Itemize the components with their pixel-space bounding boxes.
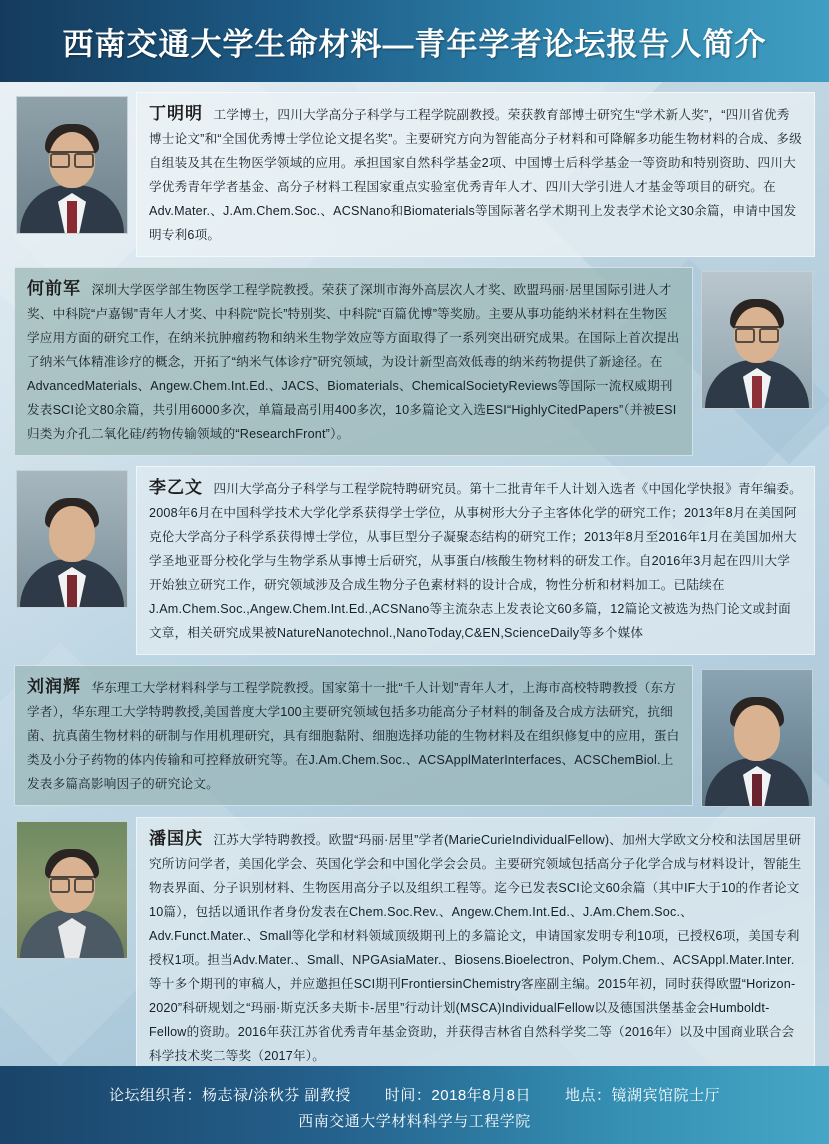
- speaker-entry: [14, 267, 815, 456]
- speaker-list: [0, 82, 829, 1078]
- place-label: 地点：: [564, 1086, 612, 1104]
- poster-footer: [0, 1066, 829, 1144]
- speaker-bio-card: [136, 92, 815, 257]
- speaker-bio-card: [14, 665, 693, 806]
- footer-details: [109, 1084, 720, 1105]
- poster-header: [0, 0, 829, 82]
- place-info: [565, 1084, 720, 1105]
- speaker-bio-card: [14, 267, 693, 456]
- page-title: 西南交通大学生命材料—青年学者论坛报告人简介: [62, 26, 767, 62]
- speaker-bio: 江苏大学特聘教授。欧盟“玛丽·居里”学者(MarieCurieIndividualFellow)、加州大学欧文分校和法国居里研究所访问学者，美国化学会、英国化学会和中国化学会会员。主要研究领域包括高分子化学合成与材料设计，智能生物表界面、分子识别材料、生物医用高分子以及组织工程等。迄今已发表SCI论文60余篇（其中IF大于10的作者论文10篇），包括以通讯作者身份发表在Chem.Soc.Rev.、Angew.Chem.Int.Ed.、J.Am.Chem.Soc.、Adv.Funct.Mater.、Small等化学和材料领域顶级期刊上的多篇论文，申请国家发明专利10项，已授权6项，美国专利授权1项。担当Adv.Mater.、Small、NPGAsiaMater.、Biosens.Bioelectron、Polym.Chem.、ACSAppl.Mater.Inter.等十多个期刊的审稿人，并应邀担任SCI期刊FrontiersinChemistry客座副主编。2015年初，同时获得欧盟“Horizon-2020”科研规划之“玛丽·斯克沃多夫斯卡-居里”行动计划(MSCA)IndividualFellow以及德国洪堡基金会Humboldt-Fellow的资助。2016年获江苏省优秀青年基金资助，并获得吉林省自然科学奖二等（2016年）以及中国商业联合会科学技术奖二等奖（2017年）。: [149, 833, 802, 1063]
- portrait-photo: [16, 96, 128, 234]
- time-info: [385, 1084, 531, 1105]
- time-label: 时间：: [384, 1086, 432, 1104]
- speaker-bio-card: [136, 817, 815, 1078]
- speaker-entry: [14, 92, 815, 257]
- speaker-bio: 深圳大学医学部生物医学工程学院教授。荣获了深圳市海外高层次人才奖、欧盟玛丽·居里国际引进人才奖、中科院“卢嘉锡”青年人才奖、中科院“院长”特别奖、中科院“百篇优博”等奖励。主要从事功能纳米材料在生物医学应用方面的研究工作，在纳米抗肿瘤药物和纳米生物学效应等方面取得了一系列突出研究成果。在国际上首次提出了纳米气体精准诊疗的概念，开拓了“纳米气体诊疗”研究领域，为设计新型高效低毒的纳米药物提供了新途径。在AdvancedMaterials、Angew.Chem.Int.Ed.、JACS、Biomaterials、ChemicalSocietyReviews等国际一流权威期刊发表SCI论文80余篇，共引用6000多次，单篇最高引用400多次，10多篇论文入选ESI“HighlyCitedPapers”（并被ESI归类为介孔二氧化硅/药物传输领域的“ResearchFront”）。: [27, 283, 680, 441]
- speaker-bio: 华东理工大学材料科学与工程学院教授。国家第十一批“千人计划”青年人才，上海市高校特聘教授（东方学者），华东理工大学特聘教授,美国普度大学100主要研究领域包括多功能高分子材料的制备及合成方法研究，抗细菌、抗真菌生物材料的研制与作用机理研究，具有细胞黏附、细胞选择功能的生物材料及在组织修复中的应用，蛋白类及小分子药物的体内传输和可控释放研究等。在J.Am.Chem.Soc.、ACSApplMaterInterfaces、ACSChemBiol.上发表多篇高影响因子的研究论文。: [27, 681, 680, 791]
- speaker-bio: 工学博士，四川大学高分子科学与工程学院副教授。荣获教育部博士研究生“学术新人奖”，“四川省优秀博士论文”和“全国优秀博士学位论文提名奖”。主要研究方向为智能高分子材料和可降解多功能生物材料的合成、多级自组装及其在生物医学领域的应用。承担国家自然科学基金2项、中国博士后科学基金一等资助和特别资助、四川大学优秀青年学者基金、高分子材料工程国家重点实验室优秀青年人才、四川大学引进人才基金等项目的研究。在Adv.Mater.、J.Am.Chem.Soc.、ACSNano和Biomaterials等国际著名学术期刊上发表学术论文30余篇，申请中国发明专利6项。: [149, 108, 802, 242]
- portrait-photo: [16, 470, 128, 608]
- organizer-label: 论坛组织者：: [109, 1086, 203, 1104]
- speaker-name: 刘润辉: [27, 677, 81, 696]
- speaker-name: 李乙文: [149, 478, 203, 497]
- portrait-photo: [701, 271, 813, 409]
- speaker-name: 潘国庆: [149, 829, 203, 848]
- speaker-name: 丁明明: [149, 104, 203, 123]
- host-organization: 西南交通大学材料科学与工程学院: [298, 1112, 531, 1130]
- speaker-name: 何前军: [27, 279, 81, 298]
- speaker-entry: [14, 466, 815, 655]
- portrait-photo: [701, 669, 813, 807]
- speaker-entry: [14, 665, 815, 807]
- portrait-photo: [16, 821, 128, 959]
- organizer-value: 杨志禄/涂秋芬 副教授: [202, 1086, 351, 1104]
- organizer-info: [109, 1084, 351, 1105]
- time-value: 2018年8月8日: [431, 1086, 531, 1104]
- speaker-bio-card: [136, 466, 815, 655]
- speaker-bio: 四川大学高分子科学与工程学院特聘研究员。第十二批青年千人计划入选者《中国化学快报》青年编委。2008年6月在中国科学技术大学化学系获得学士学位，从事树形大分子主客体化学的研究工作；2013年8月在美国阿克伦大学高分子科学系获得博士学位，从事巨型分子凝聚态结构的研究工作；2013年8月至2016年1月在美国加州大学圣地亚哥分校化学与生物学系从事博士后研究，从事蛋白/核酸生物材料的研发工作。自2016年3月起在四川大学开始独立研究工作，研究领域涉及合成生物分子色素材料的设计合成，物性分析和材料加工。已陆续在J.Am.Chem.Soc.,Angew.Chem.Int.Ed.,ACSNano等主流杂志上发表论文60多篇，12篇论文被选为热门论文或封面文章，相关研究成果被NatureNanotechnol.,NanoToday,C&EN,ScienceDaily等多个媒体: [149, 482, 802, 640]
- place-value: 镜湖宾馆院士厅: [611, 1086, 720, 1104]
- speaker-entry: [14, 817, 815, 1078]
